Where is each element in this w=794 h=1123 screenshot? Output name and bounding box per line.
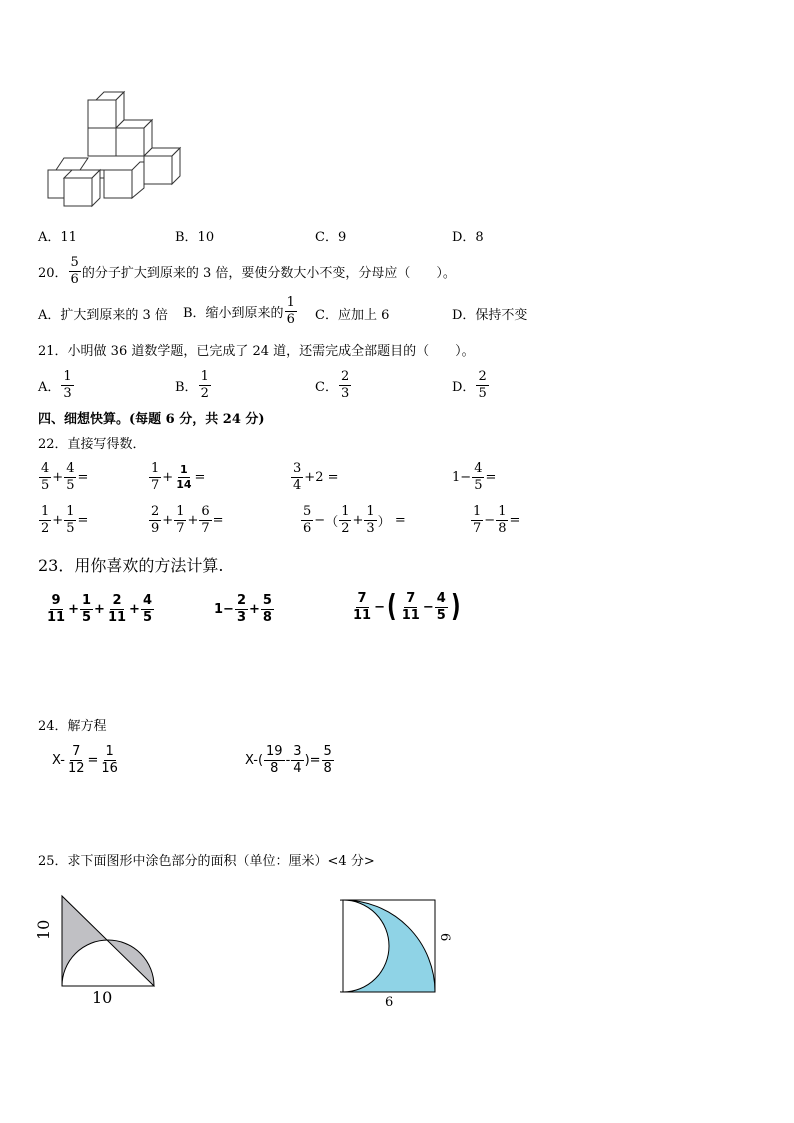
q25-fig2-side-label: 6: [437, 933, 452, 942]
q22-expr-b3: $\frac{5}{6}$ − （ $\frac{1}{2}$ + $\frac{1}{3}$ ） =: [303, 504, 406, 536]
q25-figure-triangle-semicircle: [50, 892, 180, 1002]
q25-fig2-base-label: 6: [385, 995, 394, 1010]
q25-fig1-side-label: 10: [34, 919, 53, 940]
q22-expr-b2: $\frac{2}{9}$ + $\frac{1}{7}$ + $\frac{6}{7}$ =: [151, 504, 224, 536]
q22-title: 22．直接写得数．: [38, 437, 146, 452]
q21-question: 21．小明做 36 道数学题，已完成了 24 道，还需完成全部题目的（ ）。: [38, 344, 475, 359]
q21-option-c[interactable]: C． $\frac{2}{3}$: [315, 369, 350, 401]
q22-expr-a4: 1 − $\frac{4}{5}$ =: [452, 461, 497, 493]
q24-equation-1: X- $\frac{7}{12}$ = $\frac{1}{16}$: [52, 744, 118, 776]
q23-expr-1: $\frac{9}{11}$ + $\frac{1}{5}$ + $\frac{2}{11}$ + $\frac{4}{5}$: [47, 593, 152, 625]
q20-option-c[interactable]: C．应加上 6: [315, 308, 390, 323]
q23-expr-3: $\frac{7}{11}$ − ( $\frac{7}{11}$ − $\frac{4}{5}$ ): [353, 589, 461, 625]
q22-expr-a3: $\frac{3}{4}$ + 2 =: [293, 461, 339, 493]
q20-option-d[interactable]: D．保持不变: [452, 308, 528, 323]
q20-fraction: $\frac{5}{6}$: [70, 255, 79, 287]
q19-option-c[interactable]: C．9: [315, 230, 347, 245]
q20-option-b-fraction: $\frac{1}{6}$: [286, 295, 295, 327]
cube-stack-figure: [40, 88, 190, 213]
q19-option-d[interactable]: D．8: [452, 230, 484, 245]
q20-question: [38, 256, 456, 286]
q22-expr-a2: $\frac{1}{7}$ + $\frac{1}{14}$ =: [151, 461, 206, 493]
q21-option-d[interactable]: D． $\frac{2}{5}$: [452, 369, 487, 401]
q23-title: 23．用你喜欢的方法计算.: [38, 556, 224, 575]
q19-option-a[interactable]: A．11: [38, 230, 77, 245]
q21-option-b[interactable]: B． $\frac{1}{2}$: [175, 369, 209, 401]
q20-option-a[interactable]: A．扩大到原来的 3 倍: [38, 308, 168, 323]
q25-fig1-base-label: 10: [92, 988, 113, 1007]
q20-option-b[interactable]: B．缩小到原来的 $\frac{1}{6}$: [183, 295, 295, 327]
q20-number: 20．: [38, 265, 68, 281]
q25-figure-square-crescent: [340, 897, 440, 997]
q24-equation-2: X-( $\frac{19}{8}$ - $\frac{3}{4}$ )= $\frac{5}{8}$: [245, 744, 332, 776]
q25-title: 25．求下面图形中涂色部分的面积（单位：厘米）<4 分>: [38, 854, 375, 869]
q24-title: 24．解方程: [38, 719, 107, 734]
q21-option-a[interactable]: A． $\frac{1}{3}$: [38, 369, 72, 401]
section-4-title: 四、细想快算。(每题 6 分，共 24 分): [38, 412, 265, 427]
q22-expr-b1: $\frac{1}{2}$ + $\frac{1}{5}$ =: [41, 504, 89, 536]
q22-expr-a1: $\frac{4}{5}$ + $\frac{4}{5}$ =: [41, 461, 89, 493]
q23-expr-2: 1 − $\frac{2}{3}$ + $\frac{5}{8}$: [214, 593, 272, 625]
q20-text: 的分子扩大到原来的 3 倍，要使分数大小不变，分母应（ ）。: [81, 265, 456, 281]
q22-expr-b4: $\frac{1}{7}$ − $\frac{1}{8}$ =: [473, 504, 521, 536]
q19-option-b[interactable]: B．10: [175, 230, 215, 245]
